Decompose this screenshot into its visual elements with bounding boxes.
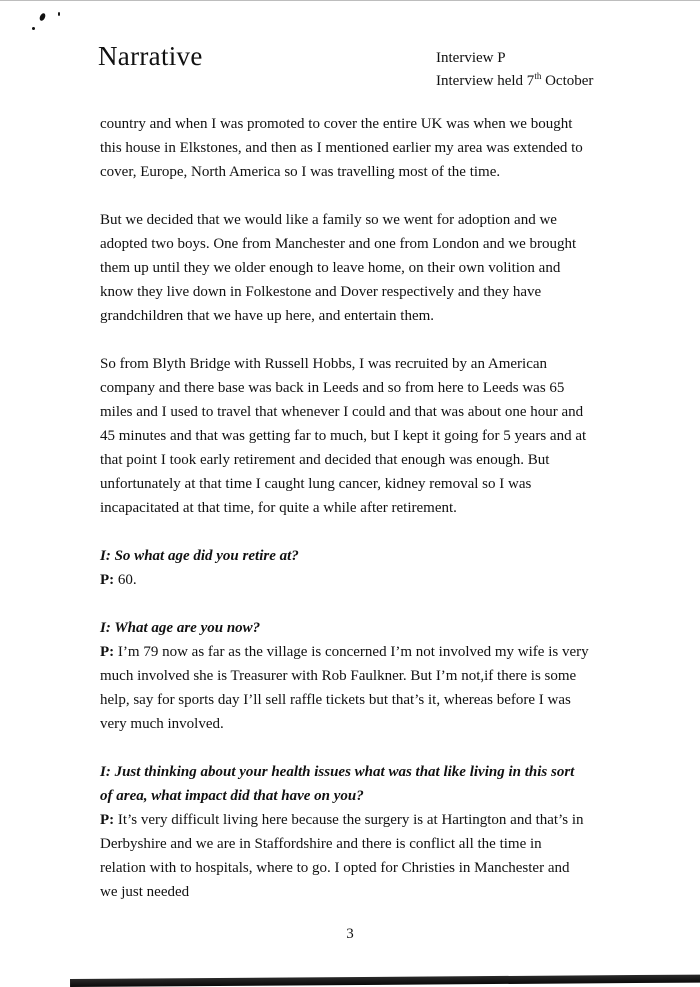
answer: P: 60. bbox=[100, 572, 137, 588]
qa-block bbox=[100, 760, 590, 904]
question: I: So what age did you retire at? bbox=[100, 548, 299, 564]
scan-speck bbox=[32, 27, 35, 30]
narrative-paragraph: But we decided that we would like a family so we went for adoption and we adopted two boys. One from Manchester and one from London and we brought them up until they we older enough to leave home, on their own volition and know they live down in Folkestone and Dover respectively and they have grandchildren that we have up here, and entertain them. bbox=[100, 212, 577, 324]
qa-block bbox=[100, 544, 590, 592]
answer: P: It’s very difficult living here because the surgery is at Hartington and that’s in Derbyshire and we are in Staffordshire and there is conflict all the time in relation with to hospitals, where to go. I opted for Christies in Manchester and we just needed bbox=[100, 812, 584, 900]
question: I: What age are you now? bbox=[100, 620, 261, 636]
question: I: Just thinking about your health issues what was that like living in this sort of area, what impact did that have on you? bbox=[100, 764, 575, 804]
interview-date: Interview held 7th October bbox=[436, 71, 594, 89]
scan-edge-top bbox=[0, 0, 700, 1]
page-title: Narrative bbox=[98, 41, 203, 71]
transcript-body bbox=[100, 112, 590, 904]
scan-speck bbox=[58, 12, 60, 16]
answer: P: I’m 79 now as far as the village is concerned I’m not involved my wife is very much involved she is Treasurer with Rob Faulkner. But I’m not,if there is some help, say for sports day I’ll sell raffle tickets but that’s it, whereas before I was very much involved. bbox=[100, 644, 589, 732]
scan-edge-bottom bbox=[70, 975, 700, 987]
qa-block bbox=[100, 616, 590, 736]
page-number: 3 bbox=[346, 926, 354, 942]
interview-meta bbox=[436, 49, 593, 90]
narrative-paragraph: country and when I was promoted to cover the entire UK was when we bought this house in Elkstones, and then as I mentioned earlier my area was extended to cover, Europe, North America so I was travelling most of the time. bbox=[100, 116, 583, 180]
interview-id: Interview P bbox=[436, 50, 506, 66]
narrative-paragraph: So from Blyth Bridge with Russell Hobbs, I was recruited by an American company and there base was back in Leeds and so from here to Leeds was 65 miles and I used to travel that whenever I could and that was about one hour and 45 minutes and that was getting far to much, but I kept it going for 5 years and at that point I took early retirement and decided that enough was enough. But unfortunately at that time I caught lung cancer, kidney removal so I was incapacitated at that time, for quite a while after retirement. bbox=[100, 356, 587, 516]
scan-speck bbox=[39, 12, 47, 21]
